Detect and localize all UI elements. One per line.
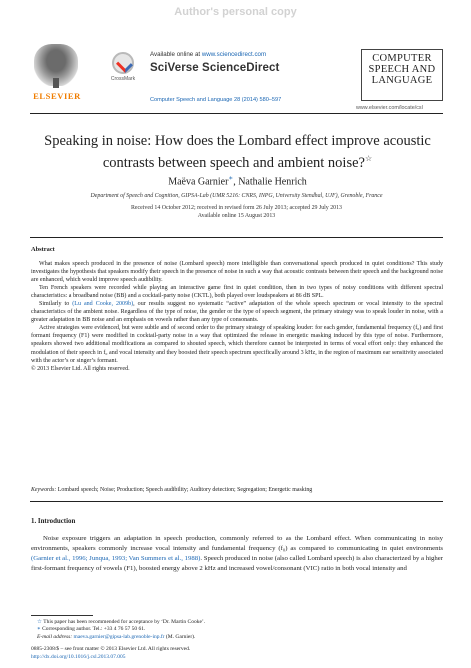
section-heading-introduction: 1. Introduction: [31, 518, 76, 525]
abstract-paragraph: Ten French speakers were recorded while playing an interactive game first in quiet condition, then in two types of noisy conditions with different spectral characteristics: a broadband noise (BB) and a cocktail-party noise (CKTL), both played over loudspeakers at 86 dB SPL.: [31, 285, 443, 300]
journal-logo-box: COMPUTER SPEECH AND LANGUAGE: [361, 49, 443, 101]
footnote: ☆ This paper has been recommended for acceptance by ‘Dr. Martin Cooke’.: [37, 619, 206, 625]
journal-url[interactable]: www.elsevier.com/locate/csl: [356, 105, 423, 111]
crossmark-label: CrossMark: [110, 76, 136, 82]
received-dates: Received 14 October 2012; received in revised form 26 July 2013; accepted 29 July 2013: [130, 205, 343, 211]
doi-link[interactable]: http://dx.doi.org/10.1016/j.csl.2013.07.005: [31, 654, 126, 660]
intro-paragraph: Noise exposure triggers an adaptation in speech production, commonly referred to as the Lombard effect. When communicating in noisy environments, speakers commonly increase vocal intensity and fundamental frequency (f₀) as compared to communicating in quiet environments (Garnier et al., 1996; Junqua, 1993; Van Summers et al., 1988). Speech produced in noise (also called Lombard speech) is also characterized by a higher first-formant frequency of vowels (F1), boosted energy above 2 kHz and increased vowel/consonant (VIC) ratio in both vocal intensity and: [31, 535, 444, 572]
abstract-paragraph: Similarly to (Lu and Cooke, 2009b), our results suggest no systematic “active” adaptation of the whole speech spectrum or vocal intensity to the spectral characteristics of the ambient noise. Regardless of the type of noise, the gender or the type of speech segment, the primary strategy was to speak louder in noise, with a greater adaptation in BB noise and an emphasis on vowels rather than any type of consonants.: [31, 301, 443, 324]
article-title: Speaking in noise: How does the Lombard effect improve acoustic contrasts between speech and ambient noise?☆: [44, 133, 431, 171]
reference-link[interactable]: (Lu and Cooke, 2009b): [72, 301, 134, 308]
abstract-bottom-rule: [30, 501, 443, 502]
sciverse-wordmark: SciVerse ScienceDirect: [150, 62, 280, 74]
abstract-top-rule: [30, 237, 443, 238]
footnotes: [31, 619, 443, 641]
abstract-heading: Abstract: [31, 246, 55, 253]
keywords: Keywords: Lombard speech; Noise; Production; Speech audibility; Auditory detection; Segregation; Energetic masking: [31, 487, 313, 493]
author-list: Maëva Garnier∗, Nathalie Henrich: [168, 174, 307, 188]
corresponding-author-mark[interactable]: ∗: [228, 174, 234, 182]
online-date: Available online 15 August 2013: [197, 213, 276, 219]
copyright: © 2013 Elsevier Ltd. All rights reserved.: [31, 365, 130, 372]
issn-line: 0885-2308/$ – see front matter © 2013 Elsevier Ltd. All rights reserved.: [31, 646, 191, 652]
email-link[interactable]: maeva.garnier@gipsa-lab.grenoble-inp.fr: [73, 633, 165, 640]
available-online: Available online at www.sciencedirect.com: [150, 51, 267, 58]
affiliation: Department of Speech and Cognition, GIPSA-Lab (UMR 5216: CNRS, INPG, University Stendhal, UJF), Grenoble, France: [90, 193, 383, 199]
footnote-rule: [31, 615, 93, 616]
reference-link[interactable]: (Garnier et al., 1996; Junqua, 1993; Van Summers et al., 1988): [31, 554, 201, 562]
abstract-paragraph: Active strategies were evidenced, but were subtle and of second order to the primary strategy of speaking louder: for each gender, fundamental frequency (f₀) and first formant frequency (F1) were modified in cocktail-party noise in a way that optimized the release in energetic masking induced by this type of noise. Furthermore, speakers showed two additional modifications as compared to shouted speech, which therefore cannot be interpreted in terms of vocal effort only: they enhanced the modulation of their speech in f₀ and vocal intensity and they boosted their speech spectrum specifically around 3 kHz, in the region of maximum ear sensitivity associated with the actor’s or singer’s formant.: [31, 325, 444, 364]
crossmark-logo[interactable]: [105, 52, 141, 92]
sciencedirect-link[interactable]: www.sciencedirect.com: [201, 51, 267, 58]
abstract-paragraph: What makes speech produced in the presence of noise (Lombard speech) more intelligible than conversational speech produced in quiet conditions? This study investigates the hypothesis that speakers modify their speech in the presence of noise in such a way that acoustic contrasts between their speech and the background noise are enhanced, which would improve speech audibility.: [31, 261, 443, 284]
watermark: Author's personal copy: [174, 6, 297, 18]
footnote: E-mail address: maeva.garnier@gipsa-lab.grenoble-inp.fr (M. Garnier).: [37, 633, 196, 640]
crossmark-icon: [112, 52, 134, 74]
abstract-body: [31, 260, 443, 373]
header-rule: [30, 113, 443, 114]
journal-citation[interactable]: Computer Speech and Language 28 (2014) 580–597: [150, 97, 282, 103]
title-footnote-mark[interactable]: ☆: [364, 154, 373, 163]
introduction-body: [31, 534, 443, 573]
footnote: ∗ Corresponding author. Tel.: +33 4 76 57 50 61.: [37, 626, 146, 633]
elsevier-logo: [30, 44, 82, 106]
elsevier-wordmark: ELSEVIER: [33, 91, 81, 101]
